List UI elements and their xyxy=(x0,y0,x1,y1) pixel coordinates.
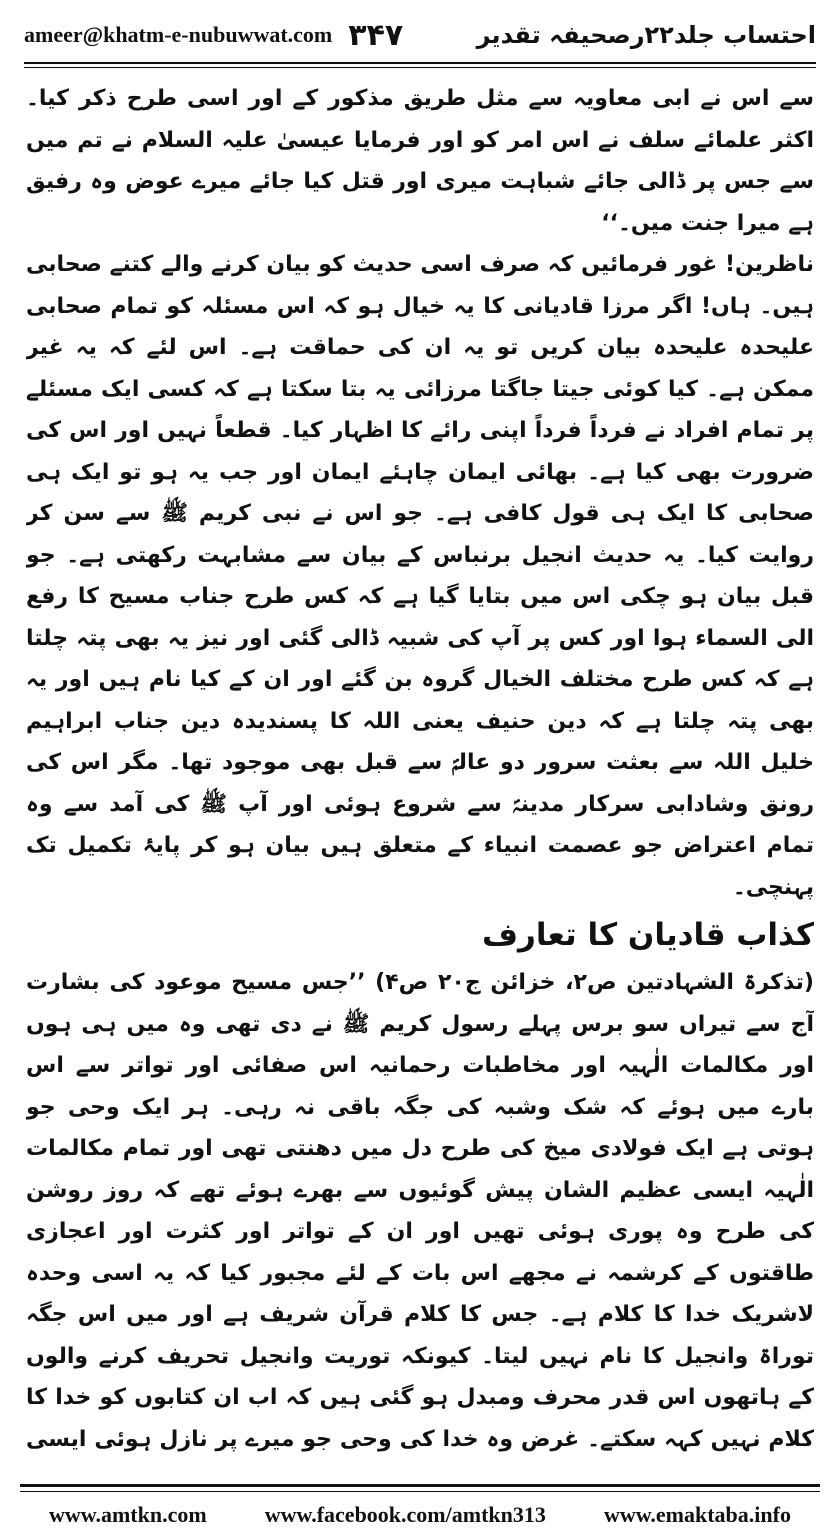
paragraph-1: سے اس نے ابی معاویہ سے مثل طریق مذکور کے اور اسی طرح ذکر کیا۔ اکثر علمائے سلف نے اس امر کو اور فرمایا عیسیٰ علیہ السلام نے تم میں سے جس پر ڈالی جائے شباہت میری اور قتل کیا جائے میرے عوض وہ رفیق ہے میرا جنت میں۔‘‘ xyxy=(26,86,814,236)
footer-link-facebook[interactable]: www.facebook.com/amtkn313 xyxy=(264,1502,546,1527)
running-title: احتساب جلد۲۲رصحیفہ تقدیر xyxy=(476,21,816,49)
section-heading: کذاب قادیان کا تعارف xyxy=(482,917,814,953)
page-body xyxy=(26,78,814,1468)
header-left-group xyxy=(24,18,403,53)
footer-link-emaktaba[interactable]: www.emaktaba.info xyxy=(603,1502,791,1527)
page-footer xyxy=(20,1496,820,1534)
header-divider xyxy=(24,62,816,64)
paragraph-2: ناظرین! غور فرمائیں کہ صرف اسی حدیث کو بیان کرنے والے کتنے صحابی ہیں۔ ہاں! اگر مرزا قادیانی کا یہ خیال ہو کہ اس مسئلہ کو تمام صحابی علیحدہ علیحدہ بیان کریں تو یہ ان کی حماقت ہے۔ اس لئے کہ یہ غیر ممکن ہے۔ کیا کوئی جیتا جاگتا مرزائی یہ بتا سکتا ہے کہ کسی ایک مسئلے پر تمام افراد نے فرداً فرداً اپنی رائے کا اظہار کیا۔ قطعاً نہیں اور اس کی ضرورت بھی کیا ہے۔ بھائی ایمان چاہئے ایمان اور جب یہ ہو تو ایک ہی صحابی کا ایک ہی قول کافی ہے۔ جو اس نے نبی کریم ﷺ سے سن کر روایت کیا۔ یہ حدیث انجیل برنباس کے بیان سے مشابہت رکھتی ہے۔ جو قبل بیان ہو چکی اس میں بتایا گیا ہے کہ کس طرح جناب مسیح کا رفع الی السماء ہوا اور کس پر آپ کی شبیہ ڈالی گئی اور نیز یہ بھی پتہ چلتا ہے کہ کس طرح مختلف الخیال گروہ بن گئے اور ان کے کیا نام ہیں اور یہ بھی پتہ چلتا ہے کہ دین حنیف یعنی اللہ کا پسندیدہ دین جناب ابراہیم خلیل اللہ سے بعثت سرور دو عالمؐ سے قبل بھی موجود تھا۔ مگر اس کی رونق وشادابی سرکار مدینہؐ سے شروع ہوئی اور آپ ﷺ کی آمد سے وہ تمام اعتراض جو عصمت انبیاء کے متعلق ہیں بیان ہو کر پایۂ تکمیل تک پہنچی۔ xyxy=(26,252,814,900)
header-email[interactable]: ameer@khatm-e-nubuwwat.com xyxy=(24,22,333,47)
footer-link-amtkn[interactable]: www.amtkn.com xyxy=(49,1502,207,1527)
page-number: ۳۴۷ xyxy=(348,17,404,53)
header-divider-thin xyxy=(24,67,816,68)
page-header xyxy=(24,12,816,58)
footer-divider xyxy=(20,1484,820,1487)
paragraph-3: (تذکرۃ الشہادتین ص۲، خزائن ج۲۰ ص۴) ’’جس مسیح موعود کی بشارت آج سے تیراں سو برس پہلے رسول کریم ﷺ نے دی تھی وہ میں ہی ہوں اور مکالمات الٰہیہ اور مخاطبات رحمانیہ اس صفائی اور تواتر سے اس بارے میں ہوئے کہ شک وشبہ کی جگہ باقی نہ رہی۔ ہر ایک وحی جو ہوتی ہے ایک فولادی میخ کی طرح دل میں دھنتی تھی اور تمام مکالمات الٰہیہ ایسی عظیم الشان پیش گوئیوں سے بھرے ہوئے تھے کہ روز روشن کی طرح وہ پوری ہوئی تھیں اور ان کے تواتر اور کثرت اور اعجازی طاقتوں کے کرشمہ نے مجھے اس بات کے لئے مجبور کیا کہ یہ اسی وحدہ لاشریک خدا کا کلام ہے۔ جس کا کلام قرآن شریف ہے اور میں اس جگہ توراۃ وانجیل کا نام نہیں لیتا۔ کیونکہ توریت وانجیل تحریف کرنے والوں کے ہاتھوں اس قدر محرف ومبدل ہو گئی ہیں کہ اب ان کتابوں کو خدا کا کلام نہیں کہہ سکتے۔ غرض وہ خدا کی وحی جو میرے پر نازل ہوئی ایسی xyxy=(26,970,814,1452)
footer-divider-thin xyxy=(20,1491,820,1492)
